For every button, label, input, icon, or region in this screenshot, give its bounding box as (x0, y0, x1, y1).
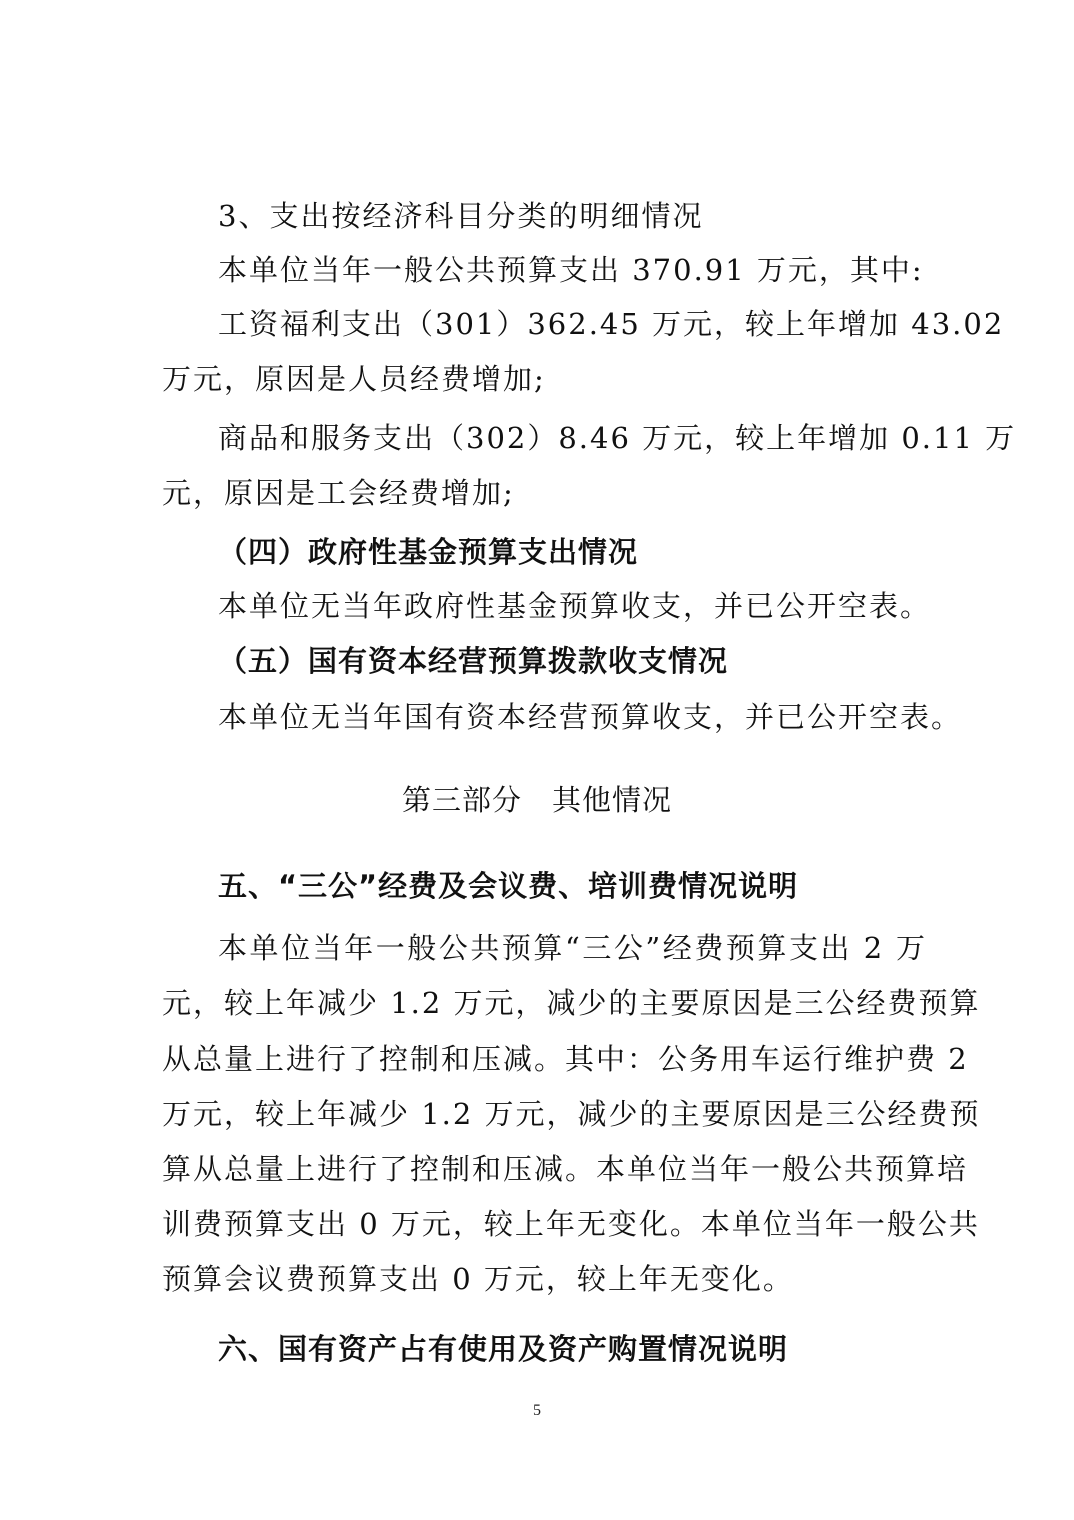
part-three-title: 第三部分 其他情况 (401, 783, 672, 817)
three-public-line-1: 本单位当年一般公共预算“三公”经费预算支出 2 万 (218, 931, 927, 965)
three-public-line-5: 算从总量上进行了控制和压减。本单位当年一般公共预算培 (162, 1152, 969, 1186)
salary-expenditure-line-2: 万元，原因是人员经费增加; (162, 362, 546, 396)
salary-expenditure-line-1: 工资福利支出（301）362.45 万元，较上年增加 43.02 (218, 307, 1005, 341)
total-expenditure-text: 本单位当年一般公共预算支出 370.91 万元，其中: (218, 253, 924, 287)
goods-services-line-1: 商品和服务支出（302）8.46 万元，较上年增加 0.11 万 (218, 421, 1017, 455)
page-number: 5 (533, 1402, 541, 1419)
state-capital-text: 本单位无当年国有资本经营预算收支，并已公开空表。 (218, 700, 963, 734)
three-public-line-7: 预算会议费预算支出 0 万元，较上年无变化。 (162, 1262, 794, 1296)
three-public-line-4: 万元，较上年减少 1.2 万元，减少的主要原因是三公经费预 (162, 1097, 981, 1131)
goods-services-line-2: 元，原因是工会经费增加; (162, 476, 515, 510)
three-public-heading: 五、“三公”经费及会议费、培训费情况说明 (218, 869, 799, 903)
state-capital-heading: （五）国有资本经营预算拨款收支情况 (218, 644, 729, 678)
three-public-line-2: 元，较上年减少 1.2 万元，减少的主要原因是三公经费预算 (162, 986, 981, 1020)
government-fund-heading: （四）政府性基金预算支出情况 (218, 535, 639, 569)
three-public-line-3: 从总量上进行了控制和压减。其中：公务用车运行维护费 2 (162, 1042, 969, 1076)
three-public-line-6: 训费预算支出 0 万元，较上年无变化。本单位当年一般公共 (162, 1207, 980, 1241)
government-fund-text: 本单位无当年政府性基金预算收支，并已公开空表。 (218, 589, 932, 623)
state-assets-heading: 六、国有资产占有使用及资产购置情况说明 (218, 1332, 789, 1366)
section-3-heading: 3、支出按经济科目分类的明细情况 (218, 199, 704, 233)
